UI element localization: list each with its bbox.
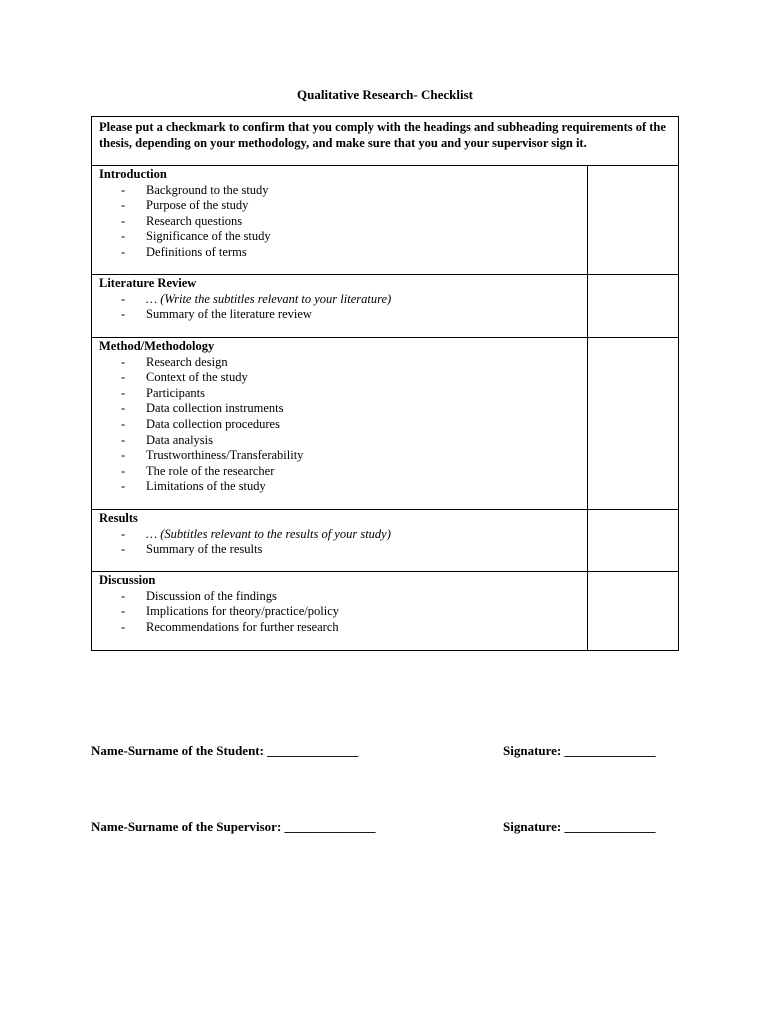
list-item bbox=[99, 589, 580, 605]
instructions-cell bbox=[92, 117, 679, 166]
list-item bbox=[99, 448, 580, 464]
dash-bullet-icon: - bbox=[121, 604, 126, 619]
dash-bullet-icon: - bbox=[121, 542, 126, 557]
section-row-literature-review bbox=[92, 275, 679, 338]
list-item bbox=[99, 229, 580, 245]
dash-bullet-icon: - bbox=[121, 354, 126, 369]
supervisor-name-field[interactable]: Name-Surname of the Supervisor: ______________ bbox=[91, 819, 376, 834]
checkmark-cell-discussion[interactable] bbox=[587, 572, 678, 651]
section-text bbox=[92, 338, 587, 507]
list-item-text: … (Subtitles relevant to the results of your study) bbox=[146, 526, 391, 541]
list-item bbox=[99, 292, 580, 308]
list-item-text: Data collection instruments bbox=[146, 401, 284, 416]
list-item bbox=[99, 433, 580, 449]
list-item-text: Implications for theory/practice/policy bbox=[146, 604, 339, 619]
dash-bullet-icon: - bbox=[121, 307, 126, 322]
section-content-cell bbox=[92, 572, 588, 651]
dash-bullet-icon: - bbox=[121, 385, 126, 400]
dash-bullet-icon: - bbox=[121, 416, 126, 431]
section-item-list bbox=[99, 355, 580, 495]
list-item-text: Research design bbox=[146, 354, 228, 369]
list-item bbox=[99, 604, 580, 620]
supervisor-signature-field[interactable]: Signature: ______________ bbox=[503, 819, 656, 834]
list-item bbox=[99, 417, 580, 433]
list-item bbox=[99, 542, 580, 558]
checkmark-cell-introduction[interactable] bbox=[587, 166, 678, 275]
section-text bbox=[92, 275, 587, 335]
dash-bullet-icon: - bbox=[121, 229, 126, 244]
section-row-results bbox=[92, 510, 679, 572]
section-item-list bbox=[99, 183, 580, 261]
list-item-text: Data analysis bbox=[146, 432, 213, 447]
list-item-text: Summary of the results bbox=[146, 542, 263, 557]
section-item-list bbox=[99, 527, 580, 558]
list-item-text: The role of the researcher bbox=[146, 463, 275, 478]
list-item-text: Purpose of the study bbox=[146, 198, 249, 213]
dash-bullet-icon: - bbox=[121, 213, 126, 228]
list-item-text: … (Write the subtitles relevant to your literature) bbox=[146, 291, 392, 306]
list-item-text: Limitations of the study bbox=[146, 479, 266, 494]
dash-bullet-icon: - bbox=[121, 619, 126, 634]
list-item-text: Discussion of the findings bbox=[146, 588, 277, 603]
section-heading: Introduction bbox=[99, 167, 167, 181]
list-item bbox=[99, 245, 580, 261]
list-item-text: Participants bbox=[146, 385, 206, 400]
list-item bbox=[99, 307, 580, 323]
list-item bbox=[99, 198, 580, 214]
dash-bullet-icon: - bbox=[121, 291, 126, 306]
list-item bbox=[99, 370, 580, 386]
instructions-text: Please put a checkmark to confirm that you comply with the headings and subheading requirements of the thesis, depending on your methodology, and make sure that you and your supervisor sign it. bbox=[99, 120, 666, 150]
dash-bullet-icon: - bbox=[121, 401, 126, 416]
section-row-discussion bbox=[92, 572, 679, 651]
dash-bullet-icon: - bbox=[121, 448, 126, 463]
list-item-text: Summary of the literature review bbox=[146, 307, 312, 322]
list-item bbox=[99, 355, 580, 371]
list-item-text: Background to the study bbox=[146, 182, 269, 197]
list-item-text: Significance of the study bbox=[146, 229, 271, 244]
section-content-cell bbox=[92, 510, 588, 572]
student-signature-field[interactable]: Signature: ______________ bbox=[503, 743, 656, 758]
checkmark-cell-results[interactable] bbox=[587, 510, 678, 572]
dash-bullet-icon: - bbox=[121, 370, 126, 385]
list-item bbox=[99, 479, 580, 495]
instructions-row bbox=[92, 117, 679, 166]
section-text bbox=[92, 510, 587, 570]
section-item-list bbox=[99, 589, 580, 636]
section-content-cell bbox=[92, 166, 588, 275]
section-text bbox=[92, 572, 587, 647]
section-row-introduction bbox=[92, 166, 679, 275]
checklist-table bbox=[91, 116, 679, 651]
checkmark-cell-methodology[interactable] bbox=[587, 338, 678, 510]
student-name-field[interactable]: Name-Surname of the Student: ______________ bbox=[91, 743, 359, 758]
list-item-text: Recommendations for further research bbox=[146, 619, 339, 634]
dash-bullet-icon: - bbox=[121, 432, 126, 447]
section-item-list bbox=[99, 292, 580, 323]
list-item bbox=[99, 183, 580, 199]
dash-bullet-icon: - bbox=[121, 588, 126, 603]
list-item bbox=[99, 401, 580, 417]
dash-bullet-icon: - bbox=[121, 463, 126, 478]
dash-bullet-icon: - bbox=[121, 526, 126, 541]
section-content-cell bbox=[92, 338, 588, 510]
checkmark-cell-literature-review[interactable] bbox=[587, 275, 678, 338]
section-heading: Results bbox=[99, 511, 138, 525]
list-item bbox=[99, 386, 580, 402]
list-item bbox=[99, 214, 580, 230]
section-heading: Discussion bbox=[99, 573, 156, 587]
list-item bbox=[99, 464, 580, 480]
list-item bbox=[99, 527, 580, 543]
section-text bbox=[92, 166, 587, 273]
section-heading: Literature Review bbox=[99, 276, 197, 290]
document-title: Qualitative Research- Checklist bbox=[297, 87, 473, 102]
dash-bullet-icon: - bbox=[121, 244, 126, 259]
dash-bullet-icon: - bbox=[121, 198, 126, 213]
section-row-methodology bbox=[92, 338, 679, 510]
list-item-text: Context of the study bbox=[146, 370, 248, 385]
list-item-text: Data collection procedures bbox=[146, 416, 280, 431]
section-heading: Method/Methodology bbox=[99, 339, 215, 353]
list-item-text: Research questions bbox=[146, 213, 243, 228]
list-item-text: Trustworthiness/Transferability bbox=[146, 448, 304, 463]
list-item bbox=[99, 620, 580, 636]
dash-bullet-icon: - bbox=[121, 182, 126, 197]
dash-bullet-icon: - bbox=[121, 479, 126, 494]
list-item-text: Definitions of terms bbox=[146, 244, 247, 259]
section-content-cell bbox=[92, 275, 588, 338]
